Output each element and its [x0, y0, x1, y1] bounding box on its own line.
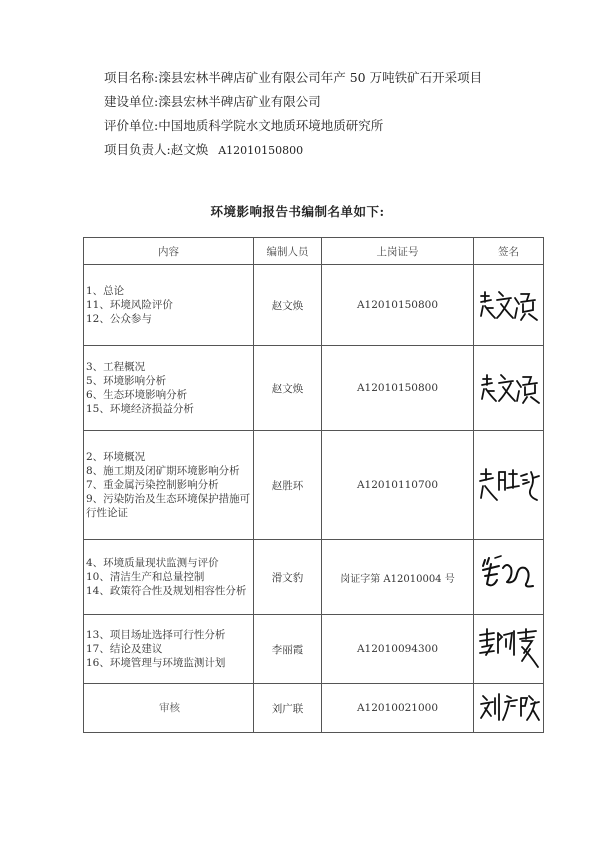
header-sign: 签名: [474, 238, 544, 265]
header-content: 内容: [84, 238, 254, 265]
signature-cell: [474, 265, 544, 346]
content-item: 14、政策符合性及规划相容性分析: [86, 585, 247, 597]
content-item: 2、环境概况: [86, 451, 146, 463]
leader-label: 项目负责人:: [104, 142, 171, 157]
project-info: [104, 66, 544, 162]
content-item: 17、结论及建议: [86, 643, 163, 655]
content-cell: [84, 431, 254, 540]
content-item: 10、清洁生产和总量控制: [86, 571, 205, 583]
content-item: 7、重金属污染控制影响分析: [86, 479, 219, 491]
project-name-label: 项目名称:: [104, 70, 159, 85]
cert-cell: A12010110700: [322, 431, 474, 540]
signature-liu-guanglian: [477, 692, 541, 724]
person-cell: 赵文焕: [254, 265, 322, 346]
person-cell: 赵文焕: [254, 346, 322, 431]
signature-cell: [474, 684, 544, 733]
person-cell: 刘广联: [254, 684, 322, 733]
content-item: 9、污染防治及生态环境保护措施可行性论证: [86, 493, 251, 519]
content-cell: [84, 615, 254, 684]
signature-cell: [474, 615, 544, 684]
person-cell: 赵胜环: [254, 431, 322, 540]
evaluator-label: 评价单位:: [104, 118, 159, 133]
signature-hua-wenbao: [477, 554, 541, 600]
table-row: [84, 265, 544, 346]
person-cell: 滑文豹: [254, 540, 322, 615]
builder-line: [104, 90, 544, 114]
content-item: 15、环境经济损益分析: [86, 403, 194, 415]
leader-cert: A12010150800: [218, 144, 304, 157]
content-item: 13、项目场址选择可行性分析: [86, 629, 226, 641]
project-name-value: 滦县宏林半碑店矿业有限公司年产 50 万吨铁矿石开采项目: [158, 70, 483, 85]
project-name-line: [104, 66, 544, 90]
table-header-row: [84, 238, 544, 265]
content-item: 6、生态环境影响分析: [86, 389, 188, 401]
signature-cell: [474, 346, 544, 431]
content-cell: [84, 346, 254, 431]
builder-label: 建设单位:: [104, 94, 159, 109]
header-person: 编制人员: [254, 238, 322, 265]
leader-name: 赵文焕: [170, 142, 209, 157]
signature-zhao-wenhuan: [477, 288, 541, 322]
content-item: 3、工程概况: [86, 361, 146, 373]
evaluator-line: [104, 114, 544, 138]
signature-zhao-shenghuan: [477, 466, 541, 504]
table-row: [84, 346, 544, 431]
content-item: 5、环境影响分析: [86, 375, 167, 387]
table-row: [84, 615, 544, 684]
content-cell: [84, 265, 254, 346]
content-item: 4、环境质量现状监测与评价: [86, 557, 219, 569]
roster-heading: 环境影响报告书编制名单如下:: [210, 204, 385, 219]
signature-zhao-wenhuan: [477, 371, 541, 405]
content-item: 16、环境管理与环境监测计划: [86, 657, 226, 669]
table-row-review: [84, 684, 544, 733]
content-item: 8、施工期及闭矿期环境影响分析: [86, 465, 240, 477]
signature-cell: [474, 431, 544, 540]
cert-cell: 岗证字第 A12010004 号: [322, 540, 474, 615]
table-row: [84, 431, 544, 540]
review-label: 审核: [84, 684, 254, 733]
table-row: [84, 540, 544, 615]
signature-cell: [474, 540, 544, 615]
content-item: 1、总论: [86, 285, 125, 297]
builder-value: 滦县宏林半碑店矿业有限公司: [158, 94, 321, 109]
cert-cell: A12010150800: [322, 346, 474, 431]
content-cell: [84, 540, 254, 615]
evaluator-value: 中国地质科学院水文地质环境地质研究所: [158, 118, 384, 133]
leader-line: [104, 138, 544, 162]
roster-table: [83, 237, 544, 733]
signature-li-lixia: [476, 627, 542, 671]
cert-cell: A12010150800: [322, 265, 474, 346]
person-cell: 李丽霞: [254, 615, 322, 684]
content-item: 11、环境风险评价: [86, 299, 173, 311]
cert-cell: A12010094300: [322, 615, 474, 684]
cert-cell: A12010021000: [322, 684, 474, 733]
content-item: 12、公众参与: [86, 313, 152, 325]
header-cert: 上岗证号: [322, 238, 474, 265]
